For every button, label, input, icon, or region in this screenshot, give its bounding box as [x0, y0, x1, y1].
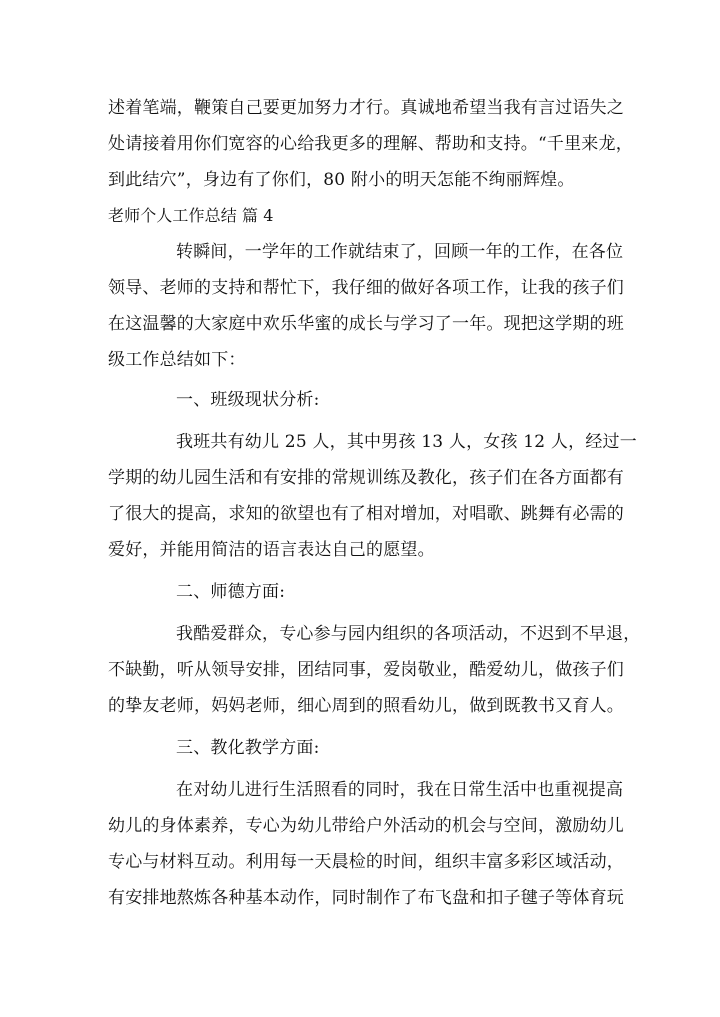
subsection-heading: 二、师德方面:: [176, 582, 286, 602]
paragraph-line: 在这温馨的大家庭中欢乐华蜜的成长与学习了一年。现把这学期的班: [108, 314, 624, 334]
paragraph-line: 我班共有幼儿 25 人，其中男孩 13 人，女孩 12 人，经过一: [176, 432, 637, 452]
paragraph-line: 不缺勤，听从领导安排，团结同事，爱岗敬业，酷爱幼儿，做孩子们: [108, 660, 624, 680]
section-title: 老师个人工作总结 篇 4: [108, 206, 274, 225]
paragraph-line: 处请接着用你们宽容的心给我更多的理解、帮助和支持。“千里来龙，: [108, 134, 633, 154]
paragraph-line: 专心与材料互动。利用每一天晨检的时间，组织丰富多彩区域活动，: [108, 852, 624, 872]
paragraph-line: 级工作总结如下：: [108, 350, 246, 370]
subsection-heading: 三、教化教学方面:: [176, 738, 320, 758]
subsection-heading: 一、班级现状分析:: [176, 390, 320, 410]
paragraph-line: 转瞬间，一学年的工作就结束了，回顾一年的工作，在各位: [176, 242, 624, 262]
paragraph-line: 到此结穴”，身边有了你们，80 附小的明天怎能不绚丽辉煌。: [108, 170, 575, 190]
paragraph-line: 爱好，并能用简洁的语言表达自己的愿望。: [108, 540, 435, 560]
paragraph-line: 在对幼儿进行生活照看的同时，我在日常生活中也重视提高: [176, 780, 624, 800]
paragraph-line: 幼儿的身体素养，专心为幼儿带给户外活动的机会与空间，激励幼儿: [108, 816, 624, 836]
paragraph-line: 了很大的提高，求知的欲望也有了相对增加，对唱歌、跳舞有必需的: [108, 504, 624, 524]
paragraph-line: 学期的幼儿园生活和有安排的常规训练及教化，孩子们在各方面都有: [108, 468, 624, 488]
paragraph-line: 领导、老师的支持和帮忙下，我仔细的做好各项工作，让我的孩子们: [108, 278, 624, 298]
paragraph-line: 有安排地熬炼各种基本动作，同时制作了布飞盘和扣子毽子等体育玩: [108, 888, 624, 908]
paragraph-line: 我酷爱群众，专心参与园内组织的各项活动，不迟到不早退，: [176, 624, 641, 644]
paragraph-line: 的挚友老师，妈妈老师，细心周到的照看幼儿，做到既教书又育人。: [108, 696, 624, 716]
paragraph-line: 述着笔端，鞭策自己要更加努力才行。真诚地希望当我有言过语失之: [108, 98, 624, 118]
